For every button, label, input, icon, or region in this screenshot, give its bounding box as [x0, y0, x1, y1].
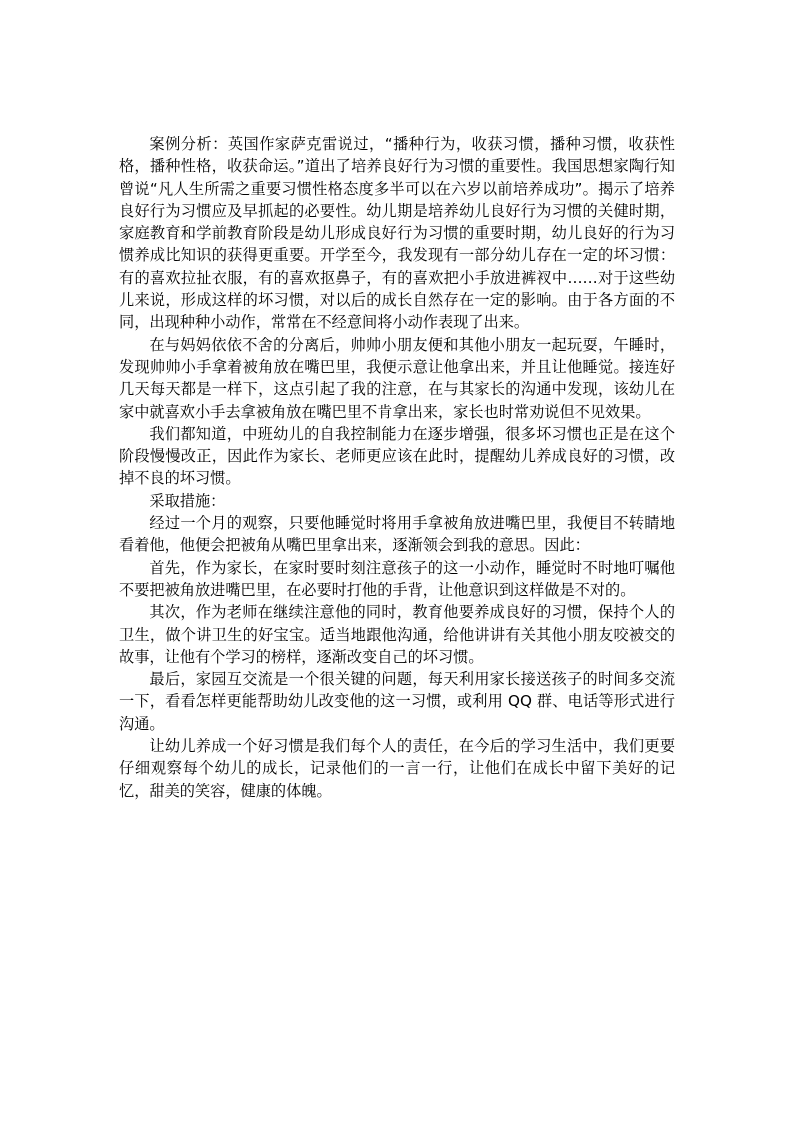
paragraph-measures-intro: 经过一个月的观察，只要他睡觉时将用手拿被角放进嘴巴里，我便目不转睛地看着他，他便会把被角从嘴巴里拿出来，逐渐领会到我的意思。因此：: [119, 514, 675, 555]
paragraph-case-analysis: 案例分析：英国作家萨克雷说过，“播种行为，收获习惯，播种习惯，收获性格，播种性格，收获命运。”道出了培养良好行为习惯的重要性。我国思想家陶行知曾说“凡人生所需之重要习惯性格态度多半可以在六岁以前培养成功”。揭示了培养良好行为习惯应及早抓起的必要性。幼儿期是培养幼儿良好行为习惯的关健时期，家庭教育和学前教育阶段是幼儿形成良好行为习惯的重要时期，幼儿良好的行为习惯养成比知识的获得更重要。开学至今，我发现有一部分幼儿存在一定的坏习惯：有的喜欢拉扯衣服，有的喜欢抠鼻子，有的喜欢把小手放进裤衩中……对于这些幼儿来说，形成这样的坏习惯，对以后的成长自然存在一定的影响。由于各方面的不同，出现种种小动作，常常在不经意间将小动作表现了出来。: [119, 135, 675, 332]
paragraph-measure-second: 其次，作为老师在继续注意他的同时，教育他要养成良好的习惯，保持个人的卫生，做个讲卫生的好宝宝。适当地跟他沟通，给他讲讲有关其他小朋友咬被交的故事，让他有个学习的榜样，逐渐改变自己的坏习惯。: [119, 603, 675, 666]
paragraph-measures-heading: 采取措施：: [149, 491, 226, 510]
paragraph-conclusion: 让幼儿养成一个好习惯是我们每个人的责任，在今后的学习生活中，我们更要仔细观察每个幼儿的成长，记录他们的一言一行，让他们在成长中留下美好的记忆，甜美的笑容，健康的体魄。: [119, 737, 675, 800]
paragraph-measure-first: 首先，作为家长，在家时要时刻注意孩子的这一小动作，睡觉时不时地叮嘱他不要把被角放进嘴巴里，在必要时打他的手背，让他意识到这样做是不对的。: [119, 558, 675, 599]
document-body: [119, 133, 675, 802]
paragraph-reflection: 我们都知道，中班幼儿的自我控制能力在逐步增强，很多坏习惯也正是在这个阶段慢慢改正，因此作为家长、老师更应该在此时，提醒幼儿养成良好的习惯，改掉不良的坏习惯。: [119, 424, 675, 488]
paragraph-observation: 在与妈妈依依不舍的分离后，帅帅小朋友便和其他小朋友一起玩耍，午睡时，发现帅帅小手拿着被角放在嘴巴里，我便示意让他拿出来，并且让他睡觉。接连好几天每天都是一样下，这点引起了我的注意，在与其家长的沟通中发现，该幼儿在家中就喜欢小手去拿被角放在嘴巴里不肯拿出来，家长也时常劝说但不见效果。: [119, 335, 675, 421]
paragraph-measure-last: 最后，家园互交流是一个很关键的问题，每天利用家长接送孩子的时间多交流一下，看看怎样更能帮助幼儿改变他的这一习惯，或利用 QQ 群、电话等形式进行沟通。: [119, 670, 675, 733]
